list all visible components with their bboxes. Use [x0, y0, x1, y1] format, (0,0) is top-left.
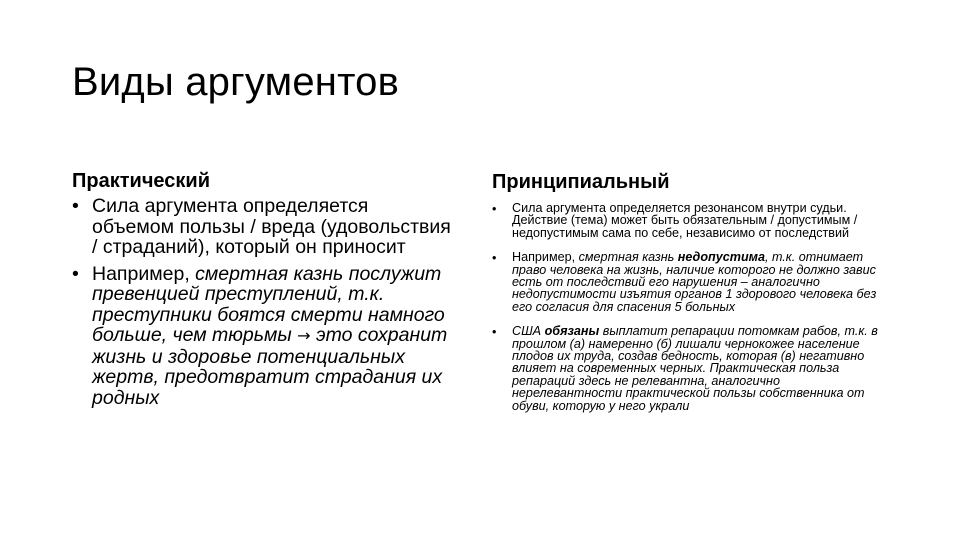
- principled-example-text-a: смертная казнь: [578, 250, 678, 265]
- reparations-example-b: выплатит репарации потомкам рабов, т.к. в прошлом (а) намеренно (б) лишали чернокожее население плодов их труда, создав бедность, которая (в) негативно влияет на современных черных. Практическая польза репараций здесь не релевантна, аналогично нерелевантности практической пользы собственника от обуви, которую у него украли: [512, 324, 878, 413]
- principled-example-emphasis: недопустима: [677, 250, 765, 265]
- bullet-marker: •: [72, 195, 79, 217]
- practical-list: [72, 196, 452, 408]
- list-item: [492, 251, 892, 313]
- slide-title: Виды аргументов: [72, 60, 400, 104]
- list-item: [492, 202, 892, 239]
- list-item: [72, 196, 452, 258]
- practical-example-text: смертная казнь послужит превенцией преступлений, т.к. преступники боятся смерти намного больше, чем тюрьмы: [92, 262, 445, 346]
- principled-example-lead: Например,: [512, 250, 579, 265]
- principled-definition: Сила аргумента определяется резонансом внутри судьи. Действие (тема) может быть обязательным / допустимым / недопустимым сама по себе, независимо от последствий: [512, 201, 858, 240]
- principled-heading: Принципиальный: [492, 171, 670, 193]
- list-item: [492, 325, 892, 412]
- bullet-marker: •: [492, 251, 497, 266]
- bullet-marker: •: [492, 202, 497, 216]
- practical-heading: Практический: [72, 170, 211, 192]
- bullet-marker: •: [492, 325, 497, 340]
- practical-example-lead: Например,: [92, 262, 196, 285]
- list-item: [72, 264, 452, 409]
- arrow-right-icon: →: [297, 326, 311, 345]
- practical-column: [72, 170, 452, 414]
- principled-column: [492, 170, 892, 424]
- principled-list: [492, 202, 892, 412]
- reparations-example-a: США: [512, 324, 545, 339]
- principled-example-text-b: , т.к. отнимает право человека на жизнь, наличие которого не должно завис есть от последствий его нарушения – аналогично недопустимости изъятия органов 1 здорового человека без его согласия для спасения 5 больных: [512, 250, 877, 314]
- practical-example-consequence: это сохранит жизнь и здоровье потенциальных жертв, предотвратит страдания их родных: [92, 324, 448, 409]
- bullet-marker: •: [72, 262, 79, 285]
- reparations-example-emphasis: обязаны: [544, 324, 600, 339]
- practical-definition: Сила аргумента определяется объемом пользы / вреда (удовольствия / страданий), который он приносит: [92, 195, 451, 258]
